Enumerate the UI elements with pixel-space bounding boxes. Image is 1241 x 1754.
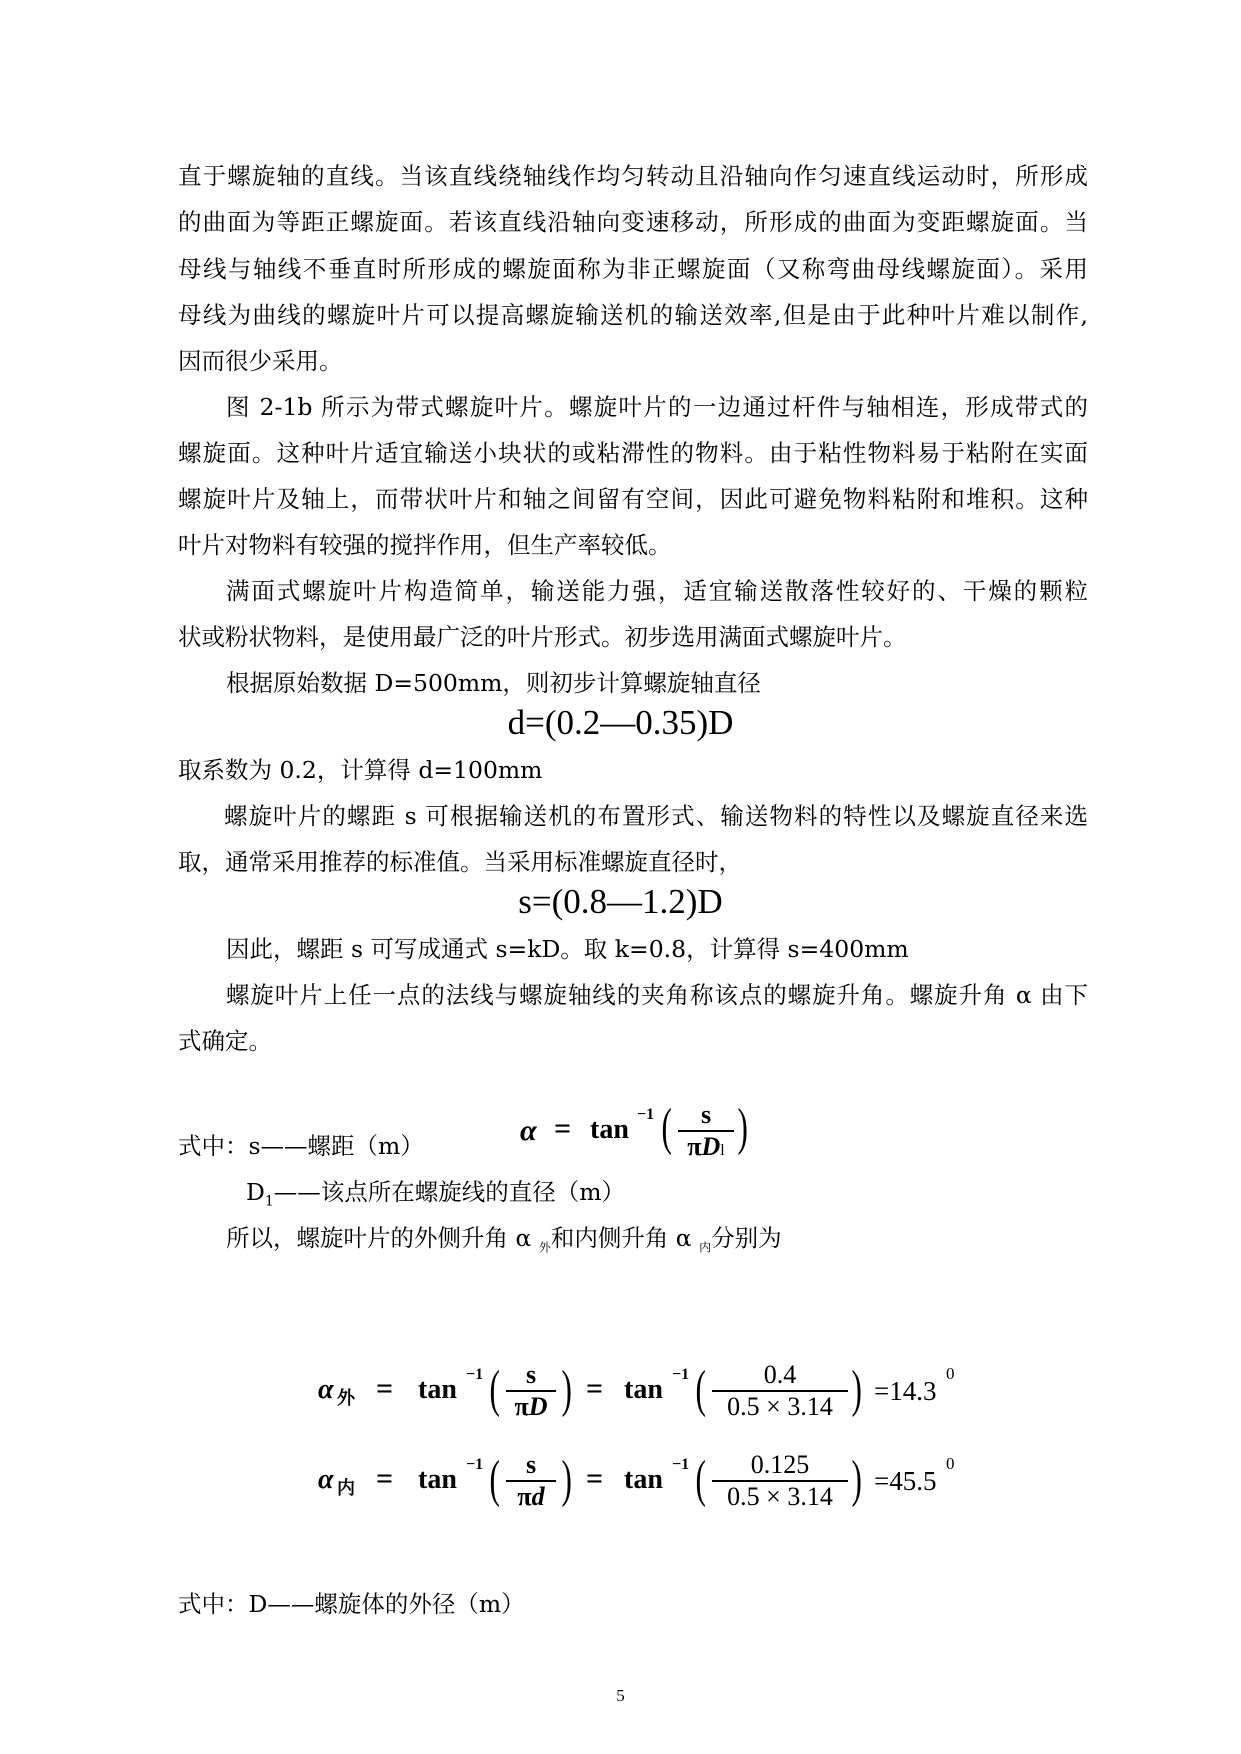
pi-symbol: π	[517, 1482, 532, 1511]
subscript-outer: 外	[538, 1240, 551, 1255]
fraction	[712, 1450, 848, 1512]
right-paren: )	[851, 1451, 862, 1508]
paragraph-line: 的曲面为等距正螺旋面。若该直线沿轴向变速移动，所形成的曲面为变距螺旋面。当	[178, 208, 1088, 236]
formula-equals: =	[376, 1372, 394, 1405]
fraction	[712, 1360, 848, 1422]
right-paren: )	[851, 1361, 862, 1418]
paragraph-line: 式确定。	[178, 1027, 272, 1055]
text-run: 和内侧升角 α	[550, 1224, 700, 1252]
degree-superscript: 0	[946, 1454, 955, 1473]
formula-inner-angle	[318, 1440, 958, 1528]
paragraph-line: 取，通常采用推荐的标准值。当采用标准螺旋直径时，	[178, 848, 742, 876]
formula-lhs: α	[520, 1114, 537, 1147]
equation-s: s=(0.8—1.2)D	[518, 882, 723, 921]
formula-exponent: −1	[466, 1366, 484, 1383]
paragraph-line: 螺旋叶片上任一点的法线与螺旋轴线的夹角称该点的螺旋升角。螺旋升角 α 由下	[226, 981, 1088, 1009]
text-run: 所以，螺旋叶片的外侧升角 α	[226, 1224, 539, 1252]
fraction-numerator: 0.125	[750, 1450, 810, 1479]
formula-equals: =	[554, 1112, 572, 1145]
formula-lhs: α	[318, 1374, 334, 1405]
formula-exponent: −1	[637, 1106, 655, 1123]
paragraph-line: 状或粉状物料，是使用最广泛的叶片形式。初步选用满面式螺旋叶片。	[178, 623, 907, 651]
right-paren: )	[561, 1451, 572, 1508]
fraction	[506, 1450, 556, 1512]
left-paren: (	[489, 1451, 500, 1508]
paragraph-line: 取系数为 0.2，计算得 d=100mm	[178, 756, 543, 784]
formula-exponent: −1	[672, 1366, 690, 1383]
paragraph-line: 满面式螺旋叶片构造简单，输送能力强，适宜输送散落性较好的、干燥的颗粒	[226, 577, 1088, 605]
fraction-denominator	[514, 1392, 547, 1421]
fraction	[506, 1360, 556, 1422]
var-D: D	[528, 1392, 548, 1421]
left-paren: (	[661, 1099, 672, 1156]
formula-result: =45.5	[874, 1466, 937, 1496]
paragraph-line: 直于螺旋轴的直线。当该直线绕轴线作均匀转动且沿轴向作匀速直线运动时，所形成	[178, 162, 1088, 190]
definition-s: 式中：s——螺距（m）	[178, 1132, 424, 1160]
pi-symbol: π	[687, 1132, 702, 1161]
symbol-D: D	[246, 1178, 265, 1206]
left-paren: (	[695, 1361, 706, 1418]
formula-function: tan	[590, 1114, 629, 1145]
fraction-denominator	[517, 1482, 544, 1511]
var-D: D	[701, 1132, 721, 1161]
paragraph-line: 因此，螺距 s 可写成通式 s=kD。取 k=0.8，计算得 s=400mm	[226, 935, 909, 963]
paragraph-line: 母线为曲线的螺旋叶片可以提高螺旋输送机的输送效率,但是由于此种叶片难以制作,	[178, 301, 1088, 329]
left-paren: (	[489, 1361, 500, 1418]
paragraph-line: 螺旋叶片的螺距 s 可根据输送机的布置形式、输送物料的特性以及螺旋直径来选	[224, 802, 1088, 830]
formula-function: tan	[418, 1374, 457, 1405]
formula-equals: =	[586, 1462, 604, 1495]
formula-function: tan	[624, 1464, 663, 1495]
formula-outer-angle	[318, 1350, 958, 1438]
formula-exponent: −1	[466, 1456, 484, 1473]
formula-function: tan	[418, 1464, 457, 1495]
left-paren: (	[695, 1451, 706, 1508]
fraction-numerator: 0.4	[763, 1360, 797, 1389]
equation-d: d=(0.2—0.35)D	[507, 703, 734, 742]
degree-superscript: 0	[946, 1364, 955, 1383]
paragraph-line: 因而很少采用。	[178, 347, 343, 375]
paragraph-line: 图 2-1b 所示为带式螺旋叶片。螺旋叶片的一边通过杆件与轴相连，形成带式的	[226, 393, 1088, 421]
formula-lhs-subscript: 内	[337, 1478, 355, 1498]
paragraph-line: 螺旋叶片及轴上，而带状叶片和轴之间留有空间，因此可避免物料粘附和堆积。这种	[178, 485, 1088, 513]
paragraph-line: 根据原始数据 D=500mm，则初步计算螺旋轴直径	[226, 669, 761, 697]
formula-exponent: −1	[672, 1456, 690, 1473]
var-d: d	[531, 1482, 545, 1511]
symbol-subscript: 1	[264, 1193, 274, 1210]
pi-symbol: π	[514, 1392, 529, 1421]
definition-outer-diameter: 式中：D——螺旋体的外径（m）	[178, 1590, 525, 1618]
paragraph-line	[226, 1222, 1088, 1264]
formula-lhs: α	[318, 1464, 334, 1495]
page-number: 5	[616, 1686, 625, 1705]
paragraph-line: 叶片对物料有较强的搅拌作用，但生产率较低。	[178, 531, 672, 559]
formula-function: tan	[624, 1374, 663, 1405]
definition-d1	[246, 1176, 1088, 1218]
subscript: l	[720, 1142, 725, 1159]
paragraph-line: 螺旋面。这种叶片适宜输送小块状的或粘滞性的物料。由于粘性物料易于粘附在实面	[178, 439, 1088, 467]
text-run: 分别为	[711, 1224, 782, 1252]
fraction-numerator: s	[525, 1360, 537, 1389]
right-paren: )	[737, 1099, 748, 1156]
formula-equals: =	[586, 1372, 604, 1405]
fraction-denominator: 0.5 × 3.14	[727, 1392, 833, 1421]
formula-lhs-subscript: 外	[337, 1388, 355, 1408]
paragraph-line: 母线与轴线不垂直时所形成的螺旋面称为非正螺旋面（又称弯曲母线螺旋面）。采用	[178, 255, 1088, 283]
fraction-numerator: s	[700, 1100, 712, 1129]
definition-text: ——该点所在螺旋线的直径（m）	[273, 1178, 626, 1206]
right-paren: )	[561, 1361, 572, 1418]
fraction-numerator: s	[525, 1450, 537, 1479]
fraction-denominator: 0.5 × 3.14	[727, 1482, 833, 1511]
subscript-inner: 内	[699, 1240, 712, 1255]
formula-equals: =	[376, 1462, 394, 1495]
formula-result: =14.3	[874, 1376, 937, 1406]
